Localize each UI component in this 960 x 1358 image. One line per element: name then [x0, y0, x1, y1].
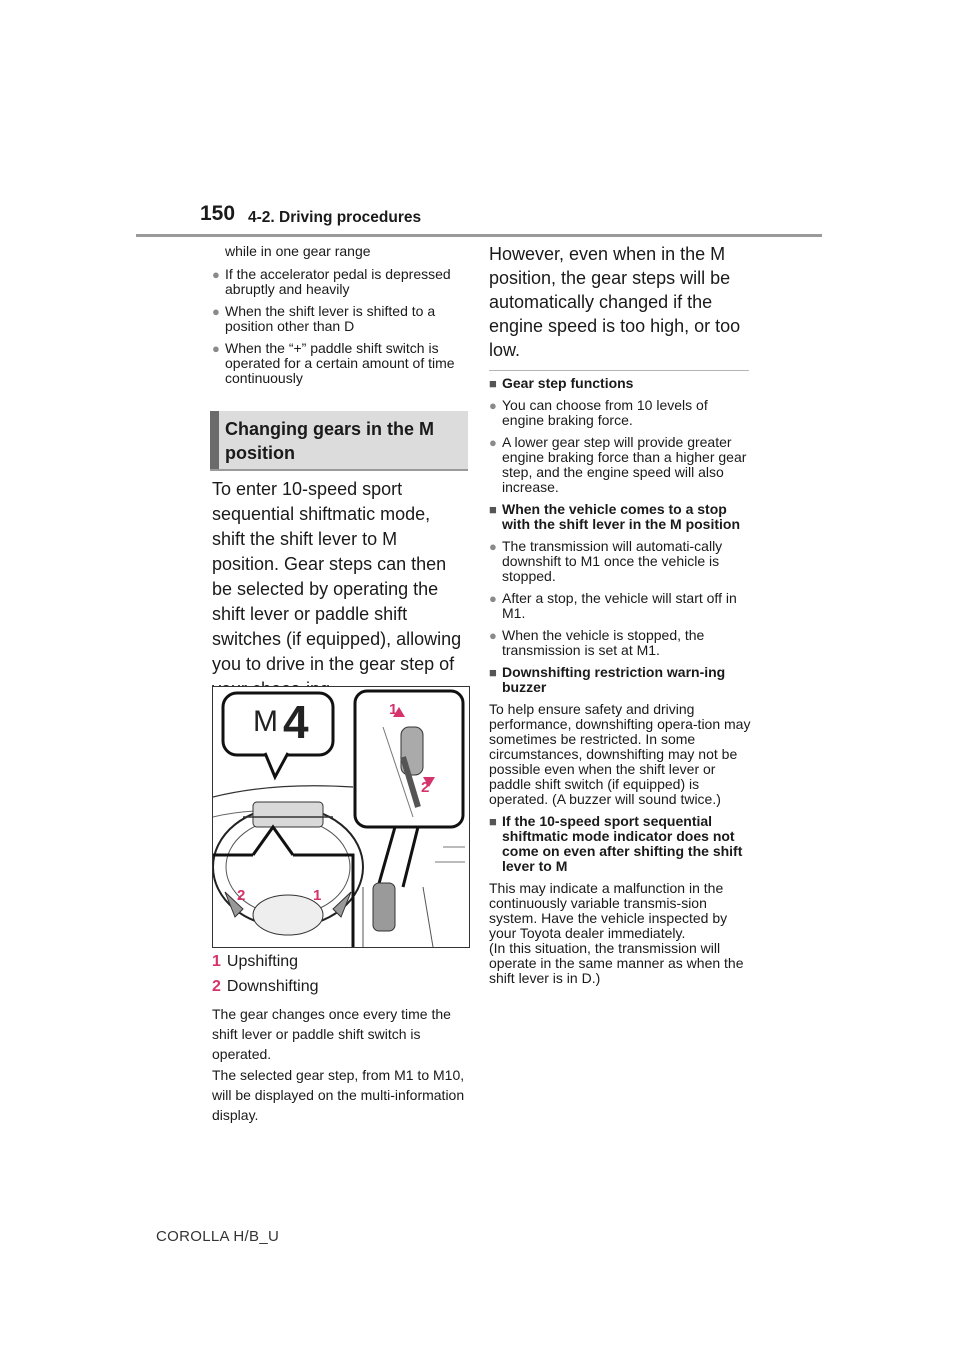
subheading: ■ When the vehicle comes to a stop with the shift lever in the M position [489, 501, 741, 532]
list-item: ● The transmission will automati-cally downshift to M1 once the vehicle is stopped. [489, 538, 723, 584]
callout-2-paddle: 2 [237, 887, 246, 904]
bullet-icon: ● [489, 435, 497, 450]
shift-illustration [212, 686, 470, 948]
list-item: ● If the accelerator pedal is depressed abruptly and heavily [212, 266, 451, 297]
square-bullet-icon: ■ [489, 814, 497, 829]
note-paragraph: The gear changes once every time the shift lever or paddle shift switch is operated. [212, 1006, 451, 1062]
callout-1-inset: 1 [389, 701, 398, 718]
note-paragraph: The selected gear step, from M1 to M10, will be displayed on the multi-information display. [212, 1067, 465, 1123]
list-item: ● When the shift lever is shifted to a position other than D [212, 303, 436, 334]
intro-paragraph: To enter 10-speed sport sequential shiftmatic mode, shift the shift lever to M position. Gear steps can then be selected by operating the shift lever or paddle shift switches (if equipped), allowing you to drive in the gear step of [212, 479, 462, 674]
list-item: ● When the vehicle is stopped, the transmission is set at M1. [489, 627, 705, 658]
section-title: 4-2. Driving procedures [248, 209, 422, 226]
heading-text: Changing gears in the M position [225, 419, 435, 463]
bullet-icon: ● [489, 539, 497, 554]
subheading: ■ Gear step functions [489, 375, 634, 391]
callout-1-paddle: 1 [313, 887, 322, 904]
square-bullet-icon: ■ [489, 376, 497, 391]
bullet-icon: ● [489, 628, 497, 643]
body-paragraph: To help ensure safety and driving performance, downshifting opera-tion may sometimes be restricted. In some circumstances, downshifting may not be possible even when the shift lever or paddle shift switch (if equipped) is operated. (A buzzer will sound twice.) [489, 701, 751, 807]
gear-step-digit: 4 [283, 696, 309, 748]
body-paragraph: This may indicate a malfunction in the continuously variable transmis-sion system. Have the vehicle inspected by your Toyota dealer immediately. [489, 880, 728, 941]
continuation-text: while in one gear range [225, 243, 371, 259]
list-item: ● When the “+” paddle shift switch is operated for a certain amount of time continuously [212, 340, 455, 386]
page-number: 150 [200, 202, 236, 225]
subheading: ■ Downshifting restriction warn-ing buzzer [489, 664, 726, 695]
list-item: ● You can choose from 10 levels of engine braking force. [489, 397, 708, 428]
heading-rule [210, 469, 468, 471]
callout-2-inset: 2 [421, 779, 430, 796]
section-heading [210, 411, 468, 470]
legend-item-upshift: 1 Upshifting [212, 953, 299, 970]
cockpit-drawing [213, 687, 469, 947]
bullet-icon: ● [212, 267, 220, 282]
right-sections [489, 376, 751, 986]
bullet-icon: ● [212, 304, 220, 319]
heading-accent-bar [210, 411, 219, 470]
body-paragraph: (In this situation, the transmission will operate in the same manner as when the shift lever is in D.) [489, 940, 744, 986]
left-bullet-list [212, 267, 470, 393]
subheading: ■ If the 10-speed sport sequential shiftmatic mode indicator does not come on even after shifting the shift lever to M [489, 813, 743, 874]
square-bullet-icon: ■ [489, 665, 497, 680]
square-bullet-icon: ■ [489, 502, 497, 517]
legend-item-downshift: 2 Downshifting [212, 978, 319, 995]
bullet-icon: ● [489, 591, 497, 606]
bullet-icon: ● [212, 341, 220, 356]
right-intro-paragraph: However, even when in the M position, the gear steps will be automatically changed if the engine speed is too high, or too low. [489, 244, 741, 360]
list-item: ● After a stop, the vehicle will start off in M1. [489, 590, 737, 621]
section-divider [489, 370, 749, 371]
footer-model: COROLLA H/B_U [156, 1228, 280, 1245]
list-item: ● A lower gear step will provide greater engine braking force than a higher gear step, and the engine speed will also increase. [489, 434, 747, 495]
header-rule [136, 234, 822, 237]
bullet-icon: ● [489, 398, 497, 413]
gear-mode-letter: M [253, 705, 278, 738]
